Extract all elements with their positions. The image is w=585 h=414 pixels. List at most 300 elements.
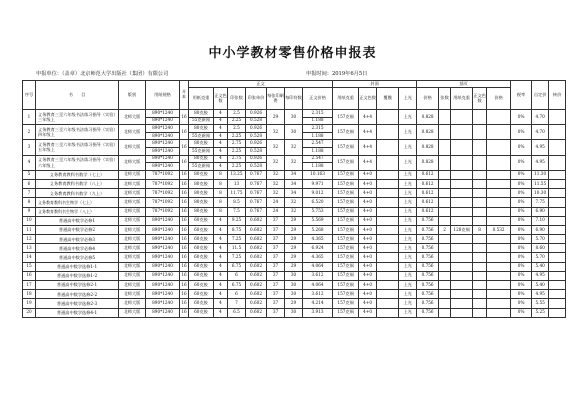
cell-size: 890*1240 [146, 132, 180, 140]
cell-seq: 5 [23, 170, 36, 179]
cell-self-price: 6.90 [532, 225, 549, 234]
cell-unit-price: 0.767 [246, 179, 267, 188]
cell-unit-price: 0.602 [246, 225, 267, 234]
cell-insert-price: 0.756 [417, 262, 439, 271]
cell-body-colors: 4 [214, 281, 228, 290]
cell-book: 义务教育三至六年级书法练习指导（实验）四年级上 [36, 125, 119, 140]
cell-tech [377, 299, 399, 308]
cell-body-colors: 4 [214, 216, 228, 225]
cell-book: 义务教育教科书数学（八上） [36, 179, 119, 188]
cell-edition: 北师大版 [119, 271, 146, 280]
cell-tax: 0% [511, 170, 532, 179]
cell-kai: 16 [180, 189, 189, 198]
cell-tech [377, 225, 399, 234]
cell-cover-paper: 157克铜 [333, 207, 359, 216]
cell-body-price: 4.214 [303, 299, 333, 308]
cell-insert-colors: 8 [473, 225, 487, 234]
cell-insert-value [487, 281, 511, 290]
cell-size: 890*1240 [146, 155, 180, 163]
cell-edition: 北师大版 [119, 244, 146, 253]
cell-cover-colors: 4+0 [359, 198, 377, 207]
cell-sheets: 11.75 [228, 189, 246, 198]
cell-cover-paper: 157克铜 [333, 235, 359, 244]
cell-sheets: 8.75 [228, 225, 246, 234]
header-body-group: 正文 [189, 81, 333, 88]
cell-rate [549, 244, 566, 253]
cell-size: 890*1240 [146, 235, 180, 244]
cell-insert-value [487, 125, 511, 140]
cell-insert-paper [451, 155, 473, 170]
cell-rate [549, 216, 566, 225]
cell-per-sheet-fee: 24 [267, 198, 285, 207]
cell-insert-price: 0.756 [417, 299, 439, 308]
cell-insert-paper [451, 244, 473, 253]
header-body-colors: 正文色数 [214, 88, 228, 110]
cell-sheets: 2.25 [228, 117, 246, 125]
cell-per-sheet-fee: 37 [267, 281, 285, 290]
cell-unit-price: 0.602 [246, 290, 267, 299]
cell-unit-price: 0.767 [246, 170, 267, 179]
cell-insert-paper [451, 110, 473, 125]
cell-edition: 北师大版 [119, 179, 146, 188]
cell-per-sheet-fee: 32 [267, 179, 285, 188]
cell-tax: 0% [511, 281, 532, 290]
header-gloss: 上光 [399, 88, 417, 110]
cell-kai: 16 [180, 155, 189, 170]
cell-body-paper: 60克胶 [189, 308, 214, 317]
cell-cover-colors: 4+0 [359, 299, 377, 308]
cell-insert-sheets [439, 216, 451, 225]
cell-page-count: 30 [285, 281, 303, 290]
cell-tax: 0% [511, 271, 532, 280]
cell-cover-paper: 157克铜 [333, 281, 359, 290]
cell-gloss: 上光 [399, 189, 417, 198]
cell-seq: 16 [23, 271, 36, 280]
cell-insert-sheets [439, 207, 451, 216]
cell-insert-colors [473, 271, 487, 280]
cell-cover-paper: 157克铜 [333, 262, 359, 271]
cell-body-colors: 4 [214, 225, 228, 234]
cell-cover-colors: 4+0 [359, 207, 377, 216]
cell-per-sheet-fee: 37 [267, 225, 285, 234]
cell-rate [549, 253, 566, 262]
cell-insert-price: 0.756 [417, 216, 439, 225]
cell-seq: 11 [23, 225, 36, 234]
cell-insert-price: 0.612 [417, 189, 439, 198]
cell-body-colors: 8 [214, 170, 228, 179]
cell-tax: 0% [511, 290, 532, 299]
cell-per-sheet-fee: 37 [267, 244, 285, 253]
cell-insert-sheets [439, 125, 451, 140]
cell-insert-paper [451, 253, 473, 262]
cell-seq: 3 [23, 140, 36, 155]
cell-insert-paper [451, 281, 473, 290]
cell-insert-price: 0.756 [417, 225, 439, 234]
cell-kai: 16 [180, 170, 189, 179]
cell-tech [377, 125, 399, 140]
cell-insert-price: 0.756 [417, 253, 439, 262]
cell-sheets: 7.25 [228, 235, 246, 244]
cell-body-paper: 60克胶 [189, 225, 214, 234]
cell-size: 890*1240 [146, 163, 180, 171]
cell-gloss: 上光 [399, 299, 417, 308]
cell-body-colors: 8 [214, 179, 228, 188]
cell-kai: 16 [180, 235, 189, 244]
cell-body-price: 3.612 [303, 290, 333, 299]
cell-insert-paper [451, 271, 473, 280]
cell-kai: 16 [180, 140, 189, 155]
cell-self-price: 10.30 [532, 189, 549, 198]
cell-gloss: 上光 [399, 155, 417, 170]
cell-book: 义务教育教科书数学（九上） [36, 189, 119, 198]
cell-body-price: 1.188 [303, 117, 333, 125]
cell-page-count: 29 [285, 253, 303, 262]
cell-body-price: 2.547 [303, 155, 333, 163]
cell-tech [377, 271, 399, 280]
cell-insert-colors [473, 262, 487, 271]
cell-tech [377, 216, 399, 225]
header-unit-price: 印张单价 [246, 88, 267, 110]
cell-insert-paper [451, 216, 473, 225]
cell-insert-price: 0.756 [417, 271, 439, 280]
cell-cover-colors: 4+4 [359, 155, 377, 170]
cell-kai: 16 [180, 290, 189, 299]
cell-insert-sheets [439, 179, 451, 188]
cell-insert-value [487, 155, 511, 170]
cell-insert-sheets [439, 308, 451, 317]
cell-body-price: 4.365 [303, 235, 333, 244]
header-insert-colors: 正文色数 [473, 88, 487, 110]
cell-body-paper: 55克新闻 [189, 163, 214, 171]
cell-insert-colors [473, 125, 487, 140]
cell-rate [549, 235, 566, 244]
cell-body-colors: 4 [214, 155, 228, 163]
header-self-price: 自定价 [532, 81, 549, 110]
cell-kai: 16 [180, 281, 189, 290]
cell-rate [549, 262, 566, 271]
cell-insert-colors [473, 140, 487, 155]
cell-body-paper: 80克胶 [189, 207, 214, 216]
cell-size: 787*1092 [146, 198, 180, 207]
cell-insert-colors [473, 198, 487, 207]
cell-size: 890*1240 [146, 308, 180, 317]
cell-gloss: 上光 [399, 170, 417, 179]
cell-insert-value [487, 198, 511, 207]
cell-edition: 北师大版 [119, 235, 146, 244]
cell-edition: 北师大版 [119, 299, 146, 308]
cell-seq: 7 [23, 189, 36, 198]
cell-tax: 0% [511, 299, 532, 308]
cell-body-colors: 4 [214, 140, 228, 148]
cell-cover-paper: 157克铜 [333, 189, 359, 198]
cell-rate [549, 110, 566, 125]
cell-body-colors: 8 [214, 207, 228, 216]
cell-unit-price: 0.767 [246, 189, 267, 198]
cell-book: 普通高中数学选修1-2 [36, 271, 119, 280]
cell-per-sheet-fee: 32 [267, 155, 285, 170]
table-row [23, 216, 566, 225]
cell-sheets: 8.5 [228, 198, 246, 207]
cell-cover-colors: 4+0 [359, 253, 377, 262]
cell-insert-paper [451, 170, 473, 179]
table-row [23, 170, 566, 179]
cell-body-price: 6.924 [303, 244, 333, 253]
cell-body-price: 1.188 [303, 163, 333, 171]
cell-rate [549, 207, 566, 216]
cell-unit-price: 0.926 [246, 155, 267, 163]
cell-insert-paper [451, 207, 473, 216]
cell-body-price: 1.188 [303, 147, 333, 155]
cell-size: 890*1240 [146, 290, 180, 299]
cell-body-paper: 80克胶 [189, 198, 214, 207]
cell-rate [549, 290, 566, 299]
cell-kai: 16 [180, 125, 189, 140]
cell-page-count: 29 [285, 244, 303, 253]
cell-tech [377, 179, 399, 188]
cell-insert-value [487, 271, 511, 280]
cell-sheets: 2.5 [228, 125, 246, 133]
header-sheets: 印张数 [228, 88, 246, 110]
cell-self-price: 8.60 [532, 244, 549, 253]
cell-body-price: 5.569 [303, 216, 333, 225]
cell-seq: 15 [23, 262, 36, 271]
cell-cover-colors: 4+0 [359, 189, 377, 198]
cell-size: 890*1240 [146, 140, 180, 148]
cell-insert-value [487, 216, 511, 225]
cell-rate [549, 189, 566, 198]
cell-book: 普通高中数学必修3 [36, 235, 119, 244]
cell-self-price: 5.25 [532, 308, 549, 317]
cell-gloss: 上光 [399, 262, 417, 271]
cell-body-price: 3.913 [303, 308, 333, 317]
cell-per-sheet-fee: 32 [267, 189, 285, 198]
cell-size: 890*1240 [146, 216, 180, 225]
header-page-count: 每印符数 [285, 88, 303, 110]
cell-page-count: 32 [285, 140, 303, 155]
cell-sheets: 2.5 [228, 110, 246, 118]
cell-insert-paper [451, 140, 473, 155]
cell-edition: 北师大版 [119, 140, 146, 155]
cell-gloss: 上光 [399, 235, 417, 244]
header-insert-group: 插页 [417, 81, 511, 88]
cell-seq: 9 [23, 207, 36, 216]
cell-tech [377, 170, 399, 179]
cell-body-paper: 55克新闻 [189, 132, 214, 140]
table-row [23, 308, 566, 317]
declaration-date: 申报时间：2019年6月5日 [306, 71, 368, 77]
cell-book: 义务教育教科书生物学（八上） [36, 207, 119, 216]
cell-insert-paper [451, 125, 473, 140]
cell-tech [377, 290, 399, 299]
cell-insert-price: 0.828 [417, 140, 439, 155]
cell-self-price: 7.10 [532, 216, 549, 225]
cell-self-price: 4.95 [532, 155, 549, 170]
cell-per-sheet-fee: 37 [267, 299, 285, 308]
cell-tech [377, 198, 399, 207]
cell-tax: 0% [511, 253, 532, 262]
cell-book: 普通高中数学选修2-3 [36, 299, 119, 308]
cell-per-sheet-fee: 37 [267, 271, 285, 280]
cell-body-colors: 8 [214, 198, 228, 207]
cell-unit-price: 0.767 [246, 207, 267, 216]
header-tax: 税率 [511, 81, 532, 110]
cell-insert-colors [473, 207, 487, 216]
cell-seq: 6 [23, 179, 36, 188]
cell-insert-paper [451, 308, 473, 317]
cell-tax: 0% [511, 179, 532, 188]
cell-insert-value [487, 308, 511, 317]
cell-tech [377, 155, 399, 170]
cell-book: 普通高中数学必修5 [36, 253, 119, 262]
cell-body-price: 2.315 [303, 110, 333, 118]
cell-insert-price: 0.828 [417, 155, 439, 170]
cell-tax: 0% [511, 225, 532, 234]
header-size: 用纸规格 [146, 81, 180, 110]
cell-insert-value [487, 299, 511, 308]
cell-tax: 0% [511, 244, 532, 253]
cell-per-sheet-fee: 37 [267, 253, 285, 262]
cell-cover-paper: 157克铜 [333, 253, 359, 262]
cell-tech [377, 110, 399, 125]
cell-per-sheet-fee: 24 [267, 207, 285, 216]
cell-gloss: 上光 [399, 290, 417, 299]
cell-cover-colors: 4+0 [359, 290, 377, 299]
cell-tech [377, 235, 399, 244]
cell-tech [377, 140, 399, 155]
table-row [23, 198, 566, 207]
cell-gloss: 上光 [399, 198, 417, 207]
cell-page-count: 29 [285, 262, 303, 271]
cell-per-sheet-fee: 37 [267, 290, 285, 299]
cell-insert-colors [473, 281, 487, 290]
applicant-info: 申报单位：（盖章）北京师范大学出版社（集团）有限公司 [36, 71, 169, 77]
table-row [23, 262, 566, 271]
cell-cover-colors: 4+4 [359, 110, 377, 125]
cell-page-count: 29 [285, 235, 303, 244]
cell-insert-value [487, 253, 511, 262]
cell-unit-price: 0.602 [246, 308, 267, 317]
cell-body-colors: 4 [214, 253, 228, 262]
cell-tax: 0% [511, 198, 532, 207]
table-body [23, 110, 566, 318]
cell-kai: 16 [180, 271, 189, 280]
cell-body-paper: 80克胶 [189, 179, 214, 188]
cell-insert-price: 0.756 [417, 244, 439, 253]
table-row [23, 299, 566, 308]
cell-tax: 0% [511, 207, 532, 216]
header-kai: 开本 [180, 81, 189, 110]
cell-gloss: 上光 [399, 140, 417, 155]
cell-edition: 北师大版 [119, 110, 146, 125]
cell-rate [549, 271, 566, 280]
cell-body-paper: 80克胶 [189, 170, 214, 179]
cell-self-price: 4.70 [532, 125, 549, 140]
cell-gloss: 上光 [399, 281, 417, 290]
header-cover-group: 封面 [333, 81, 417, 88]
cell-insert-sheets [439, 170, 451, 179]
cell-self-price: 11.30 [532, 170, 549, 179]
cell-seq: 13 [23, 244, 36, 253]
cell-size: 890*1240 [146, 299, 180, 308]
cell-insert-price: 0.756 [417, 235, 439, 244]
cell-edition: 北师大版 [119, 262, 146, 271]
cell-body-paper: 60克胶 [189, 299, 214, 308]
cell-book: 义务教育教科书生物学（七上） [36, 198, 119, 207]
cell-self-price: 4.95 [532, 290, 549, 299]
cell-sheets: 7 [228, 299, 246, 308]
cell-cover-colors: 4+0 [359, 308, 377, 317]
cell-insert-sheets [439, 281, 451, 290]
cell-size: 890*1240 [146, 262, 180, 271]
cell-kai: 16 [180, 216, 189, 225]
cell-cover-paper: 157克铜 [333, 179, 359, 188]
header-insert-paper: 用纸克重 [451, 88, 473, 110]
cell-insert-colors [473, 170, 487, 179]
table-row [23, 110, 566, 118]
cell-insert-value [487, 189, 511, 198]
cell-body-colors: 4 [214, 125, 228, 133]
cell-cover-paper: 157克铜 [333, 140, 359, 155]
cell-insert-sheets [439, 235, 451, 244]
cell-body-colors: 4 [214, 235, 228, 244]
cell-gloss: 上光 [399, 207, 417, 216]
cell-self-price: 11.55 [532, 179, 549, 188]
cell-insert-price: 0.828 [417, 125, 439, 140]
cell-rate [549, 125, 566, 140]
cell-sheets: 6 [228, 271, 246, 280]
cell-sheets: 2.75 [228, 155, 246, 163]
cell-gloss: 上光 [399, 179, 417, 188]
cell-sheets: 6.75 [228, 262, 246, 271]
cell-unit-price: 0.926 [246, 110, 267, 118]
table-row [23, 281, 566, 290]
cell-size: 787*1092 [146, 179, 180, 188]
cell-sheets: 7.5 [228, 207, 246, 216]
cell-edition: 北师大版 [119, 253, 146, 262]
cell-insert-colors [473, 244, 487, 253]
cell-sheets: 11.5 [228, 244, 246, 253]
cell-insert-value [487, 140, 511, 155]
cell-gloss: 上光 [399, 308, 417, 317]
cell-insert-sheets [439, 155, 451, 170]
header-per-sheet-fee: 每张印刷费 [267, 88, 285, 110]
cell-body-paper: 60克胶 [189, 253, 214, 262]
cell-size: 890*1240 [146, 281, 180, 290]
cell-edition: 北师大版 [119, 189, 146, 198]
cell-rate [549, 140, 566, 155]
cell-gloss: 上光 [399, 253, 417, 262]
cell-body-paper: 80克胶 [189, 110, 214, 118]
cell-sheets: 7.25 [228, 253, 246, 262]
cell-gloss: 上光 [399, 125, 417, 140]
cell-edition: 北师大版 [119, 198, 146, 207]
cell-rate [549, 299, 566, 308]
cell-insert-value [487, 235, 511, 244]
cell-body-colors: 4 [214, 163, 228, 171]
cell-sheets: 2.25 [228, 147, 246, 155]
cell-kai: 16 [180, 207, 189, 216]
price-table [22, 80, 566, 318]
cell-insert-sheets [439, 299, 451, 308]
cell-seq: 17 [23, 281, 36, 290]
cell-kai: 16 [180, 179, 189, 188]
cell-unit-price: 0.602 [246, 244, 267, 253]
cell-edition: 北师大版 [119, 216, 146, 225]
cell-page-count: 32 [285, 155, 303, 170]
cell-body-price: 2.315 [303, 125, 333, 133]
header-insert-sheets: 张数 [439, 88, 451, 110]
cell-cover-paper: 157克铜 [333, 216, 359, 225]
